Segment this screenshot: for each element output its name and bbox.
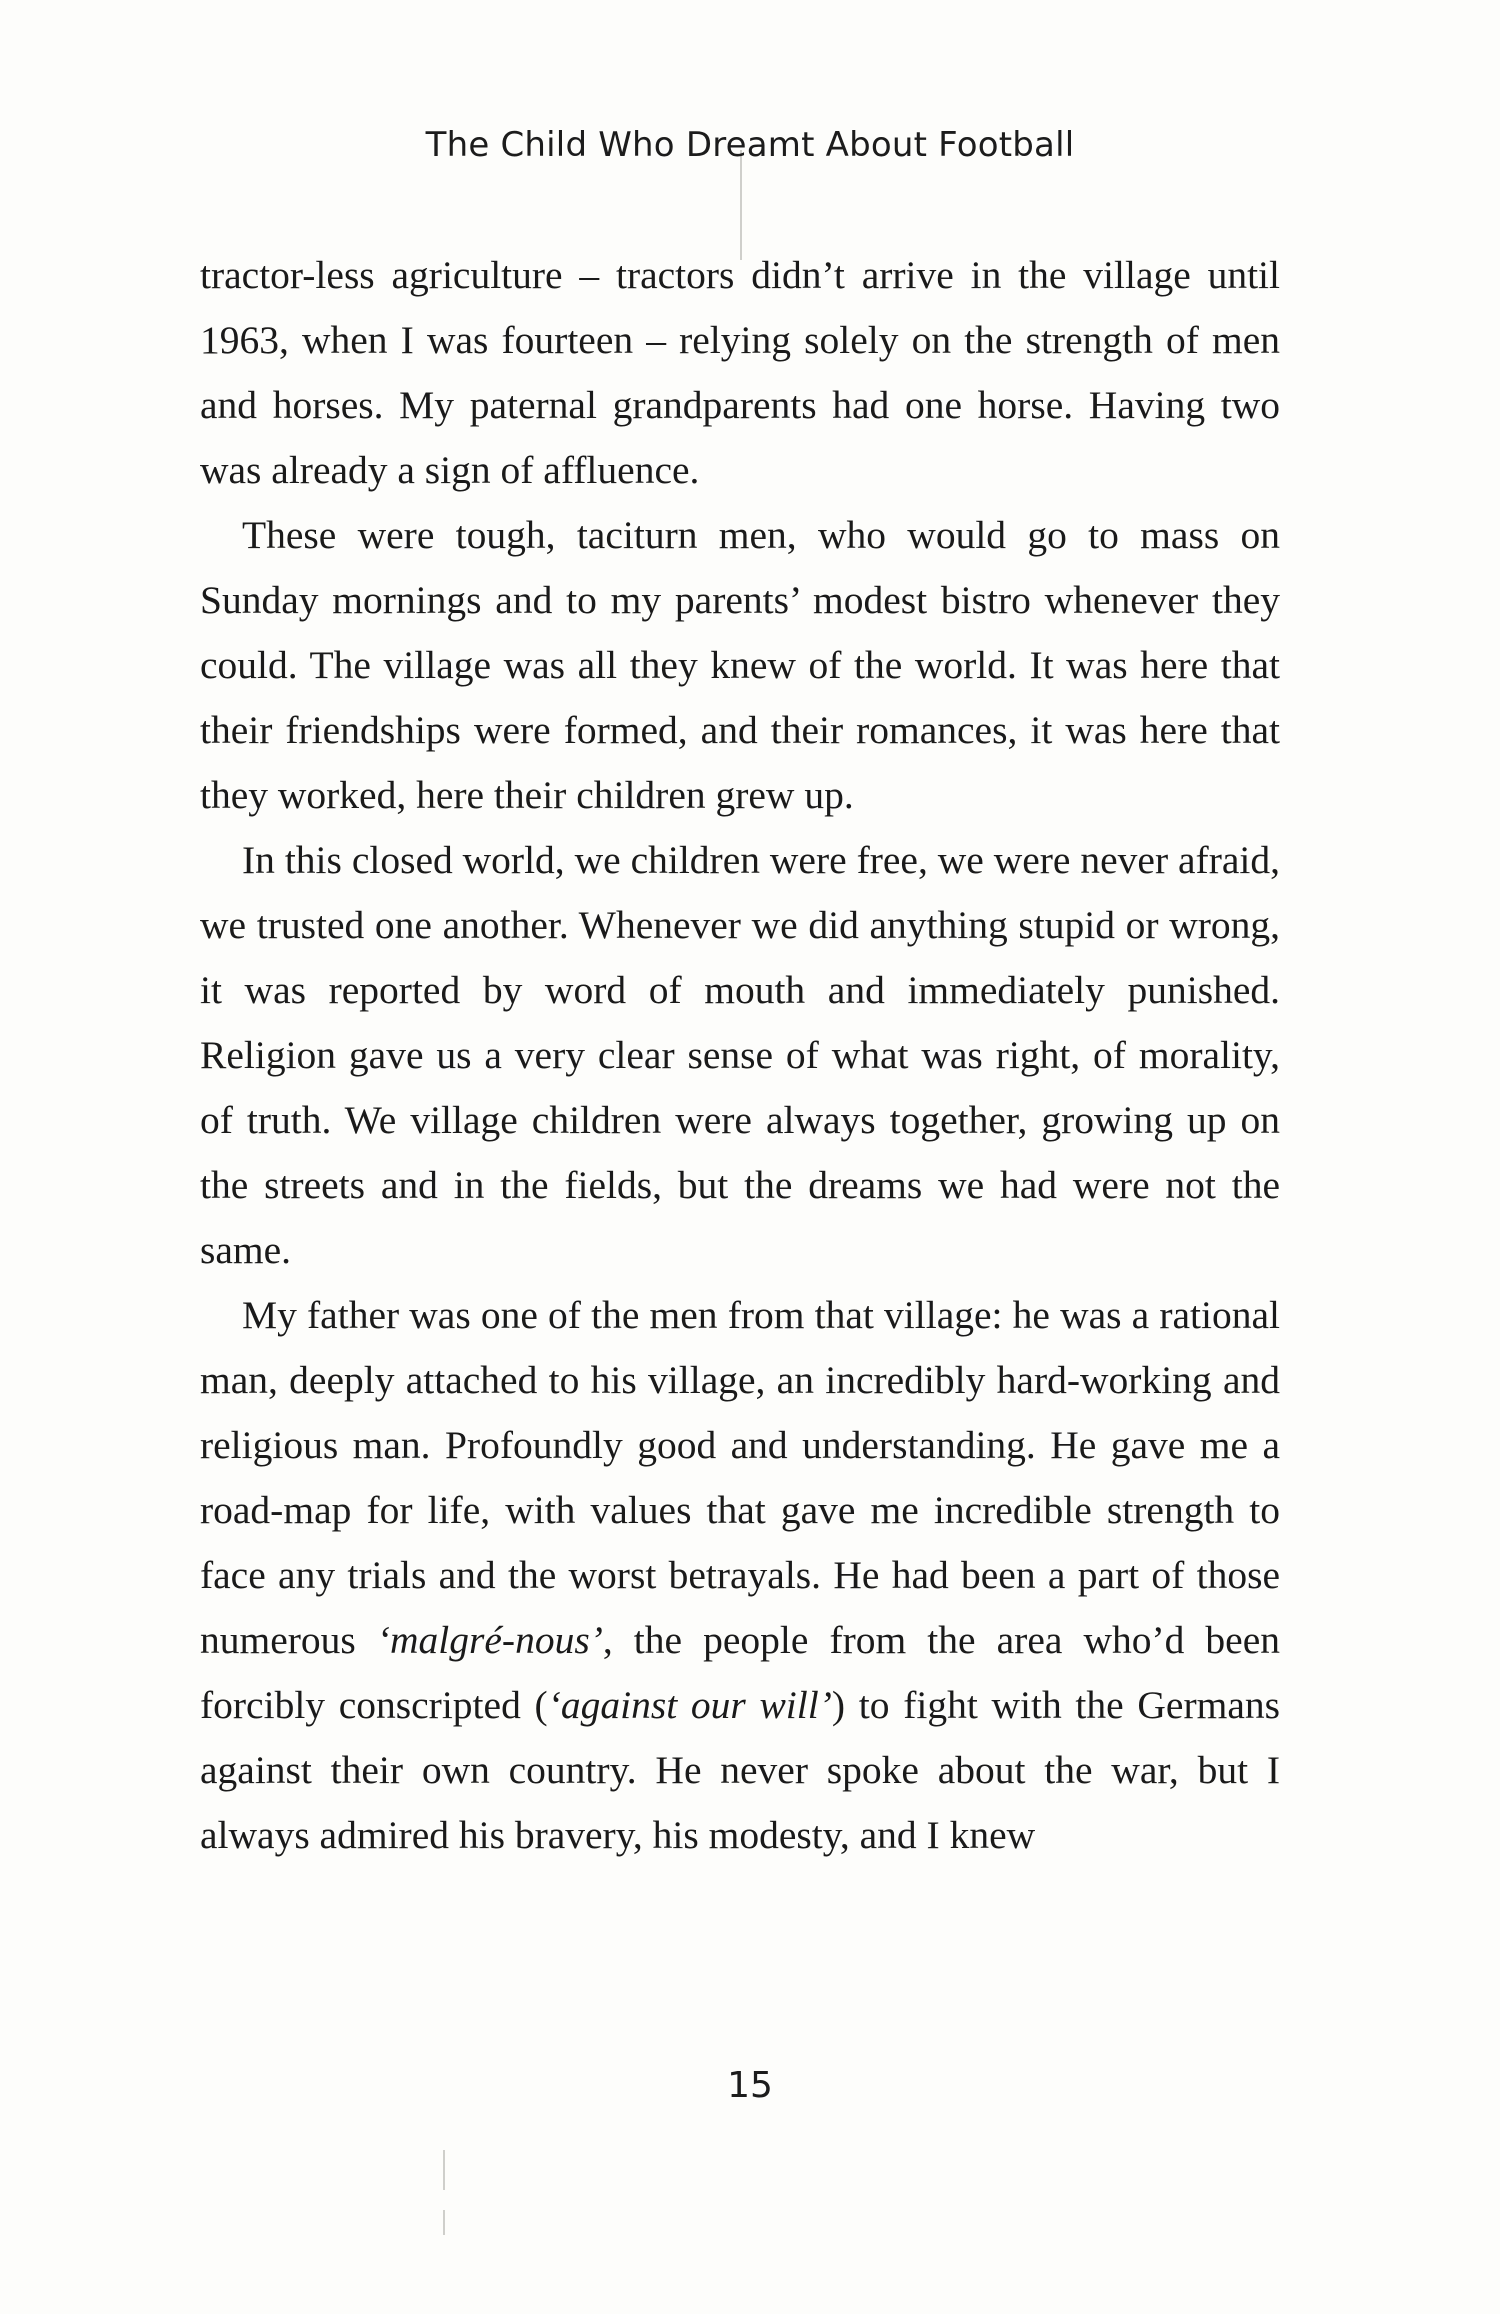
paragraph-2: These were tough, taciturn men, who would go to mass on Sunday mornings and to my parents’ modest bistro whenever they could. The village was all they knew of the world. It was here that their friendships were formed, and their romances, it was here that they worked, here their children grew up. (200, 513, 1280, 817)
italic-term-malgre-nous: ‘malgré-nous’ (376, 1618, 603, 1662)
italic-term-against-our-will: ‘against our will’ (547, 1683, 832, 1727)
paragraph-4-text-a: My father was one of the men from that village: he was a rational man, deeply attached to his village, an incredibly hard-working and religious man. Profoundly good and understanding. He gave me a road-map for life, with values that gave me incredible strength to face any trials and the worst betrayals. He had been a part of those numerous (200, 1293, 1280, 1662)
page-crease-mark (443, 2210, 445, 2235)
paragraph-4-text-b: , the people from the area who’d been forcibly conscripted ( (200, 1618, 1280, 1727)
running-head: The Child Who Dreamt About Football (425, 125, 1075, 165)
paragraph-4-text-c: ) to fight with the Germans against their own country. He never spoke about the war, but I always admired his bravery, his modesty, and I knew (200, 1683, 1280, 1857)
page-crease-mark (443, 2150, 445, 2190)
paragraph-1: tractor-less agriculture – tractors didn’t arrive in the village until 1963, when I was fourteen – relying solely on the strength of men and horses. My paternal grandparents had one horse. Having two was already a sign of affluence. (200, 253, 1280, 492)
paragraph-4 (200, 1283, 1280, 1868)
body-text (200, 243, 1280, 1868)
paragraph-3: In this closed world, we children were free, we were never afraid, we trusted one another. Whenever we did anything stupid or wrong, it was reported by word of mouth and immediately punished. Religion gave us a very clear sense of what was right, of morality, of truth. We village children were always together, growing up on the streets and in the fields, but the dreams we had were not the same. (200, 838, 1280, 1272)
page-number: 15 (727, 2065, 773, 2106)
